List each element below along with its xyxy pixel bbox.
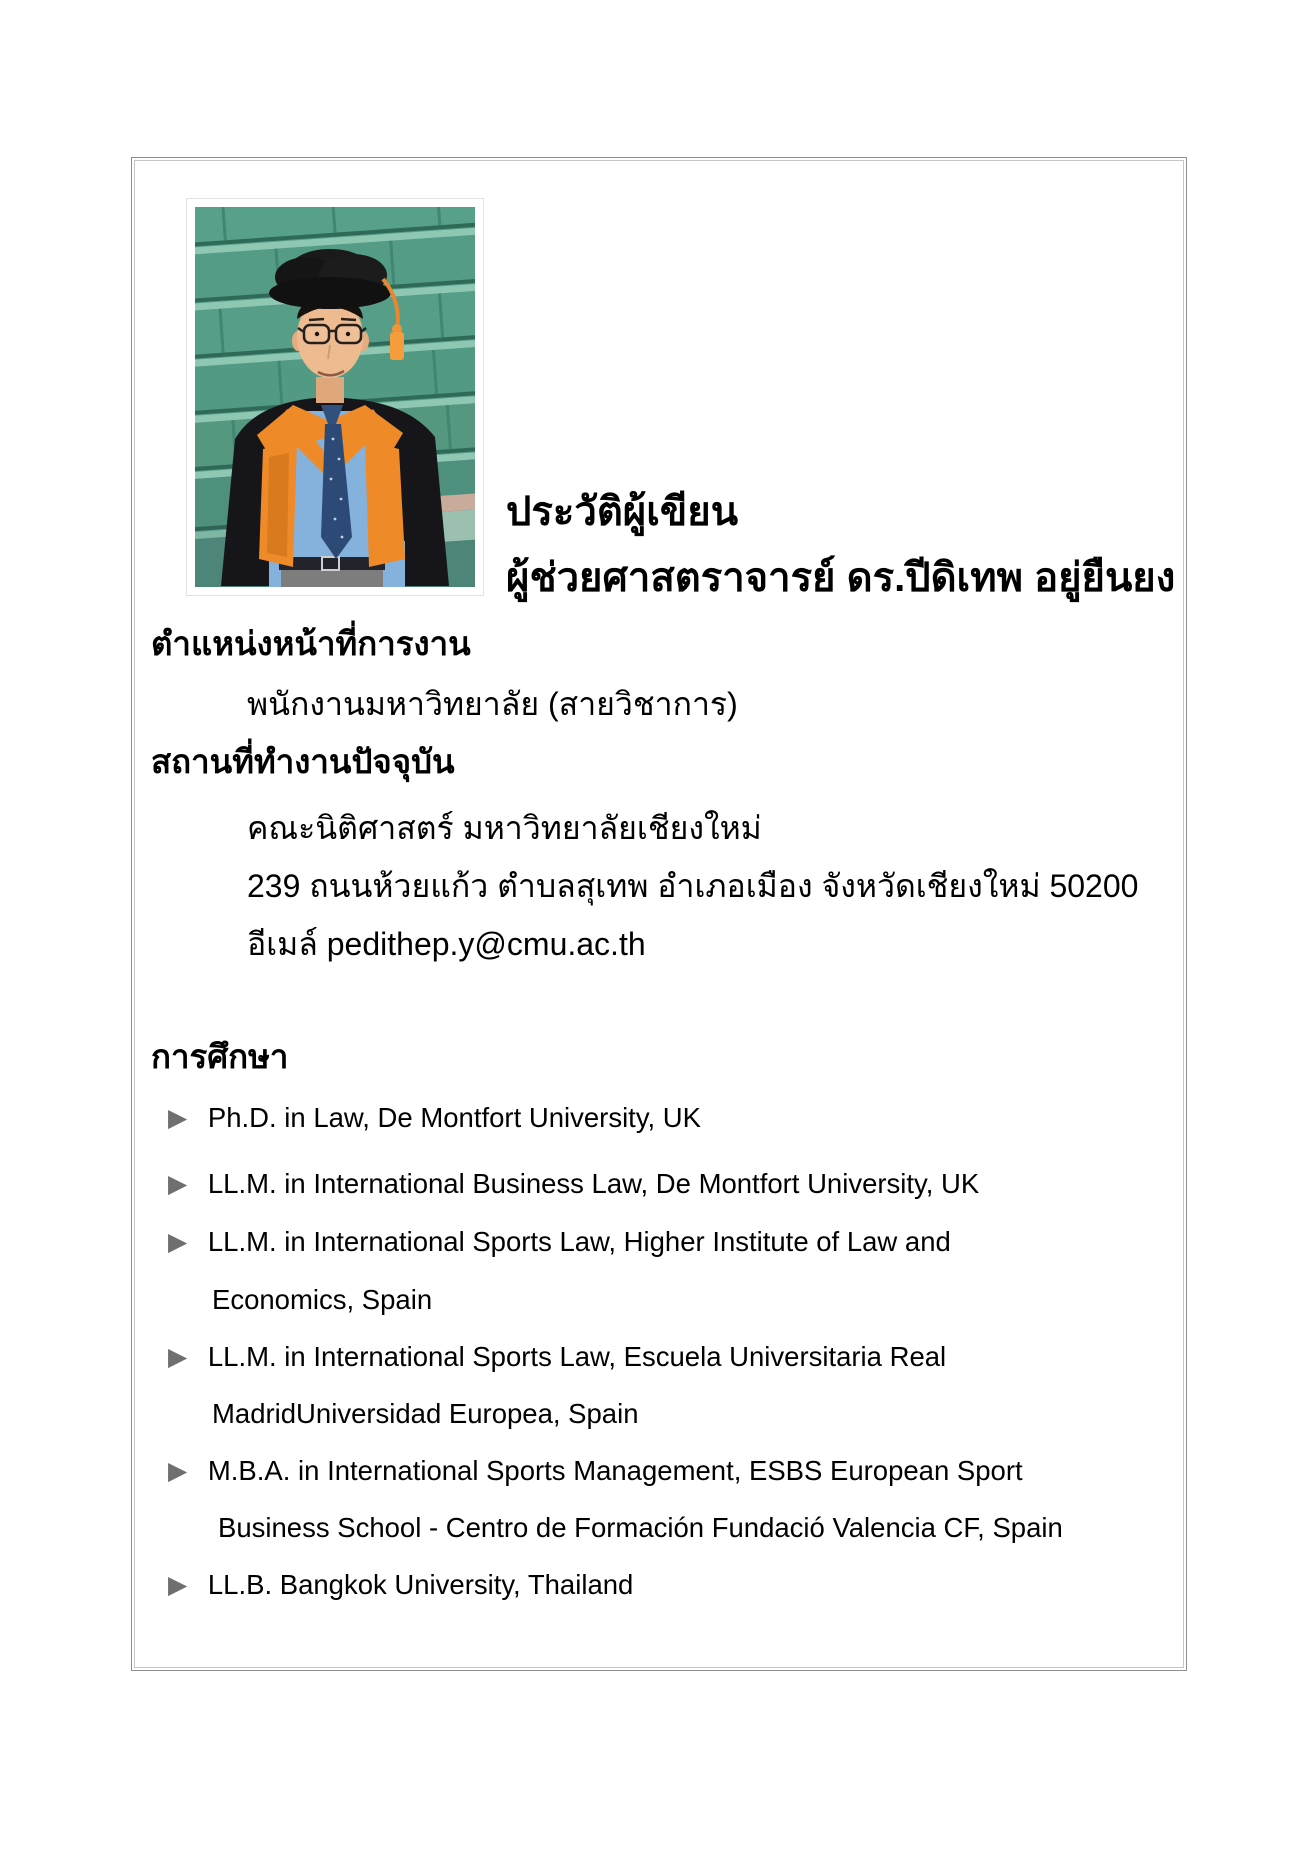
education-item-6: [168, 1566, 633, 1605]
workplace-address: 239 ถนนห้วยแก้ว ตำบลสุเทพ อำเภอเมือง จังหวัดเชียงใหม่ 50200: [247, 868, 1139, 904]
education-item-text: LL.M. in International Business Law, De Montfort University, UK: [207, 1168, 980, 1199]
education-section-heading: การศึกษา: [151, 1038, 289, 1075]
education-item-text: Business School - Centro de Formación Fundació Valencia CF, Spain: [218, 1512, 1063, 1543]
bullet-triangle-icon: ▶: [168, 1456, 188, 1485]
title-block: [506, 479, 1176, 611]
portrait-photo: [186, 198, 484, 596]
education-item-3: [168, 1223, 951, 1262]
education-item-1: [168, 1099, 701, 1138]
education-item-2: [168, 1165, 979, 1204]
bullet-triangle-icon: ▶: [168, 1342, 188, 1371]
workplace-faculty: คณะนิติศาสตร์ มหาวิทยาลัยเชียงใหม่: [247, 810, 762, 846]
education-item-text: LL.M. in International Sports Law, Higher Institute of Law and: [207, 1226, 951, 1257]
graduation-portrait-illustration: [195, 207, 475, 587]
bullet-triangle-icon: ▶: [168, 1103, 188, 1132]
bullet-triangle-icon: ▶: [168, 1227, 188, 1256]
education-item-text: M.B.A. in International Sports Management, ESBS European Sport: [207, 1455, 1023, 1486]
education-item-text: Economics, Spain: [212, 1284, 433, 1315]
position-section-heading: ตำแหน่งหน้าที่การงาน: [151, 625, 471, 662]
bullet-triangle-icon: ▶: [168, 1169, 188, 1198]
education-item-text: MadridUniversidad Europea, Spain: [212, 1398, 639, 1429]
education-item-text: LL.B. Bangkok University, Thailand: [207, 1569, 634, 1600]
education-item-text: LL.M. in International Sports Law, Escuela Universitaria Real: [207, 1341, 947, 1372]
document-page: [131, 157, 1187, 1671]
position-detail: พนักงานมหาวิทยาลัย (สายวิชาการ): [247, 686, 738, 722]
page-title: ประวัติผู้เขียน: [506, 490, 739, 534]
education-item-3-wrap: [212, 1281, 432, 1320]
author-name: ผู้ช่วยศาสตราจารย์ ดร.ปีดิเทพ อยู่ยืนยง: [506, 556, 1176, 600]
workplace-email: อีเมล์ pedithep.y@cmu.ac.th: [247, 926, 646, 962]
bullet-triangle-icon: ▶: [168, 1570, 188, 1599]
education-item-4: [168, 1338, 946, 1377]
workplace-section-heading: สถานที่ทำงานปัจจุบัน: [151, 743, 455, 780]
education-item-5: [168, 1452, 1023, 1491]
education-item-5-wrap: [218, 1509, 1063, 1548]
education-item-text: Ph.D. in Law, De Montfort University, UK: [207, 1102, 702, 1133]
education-item-4-wrap: [212, 1395, 639, 1434]
